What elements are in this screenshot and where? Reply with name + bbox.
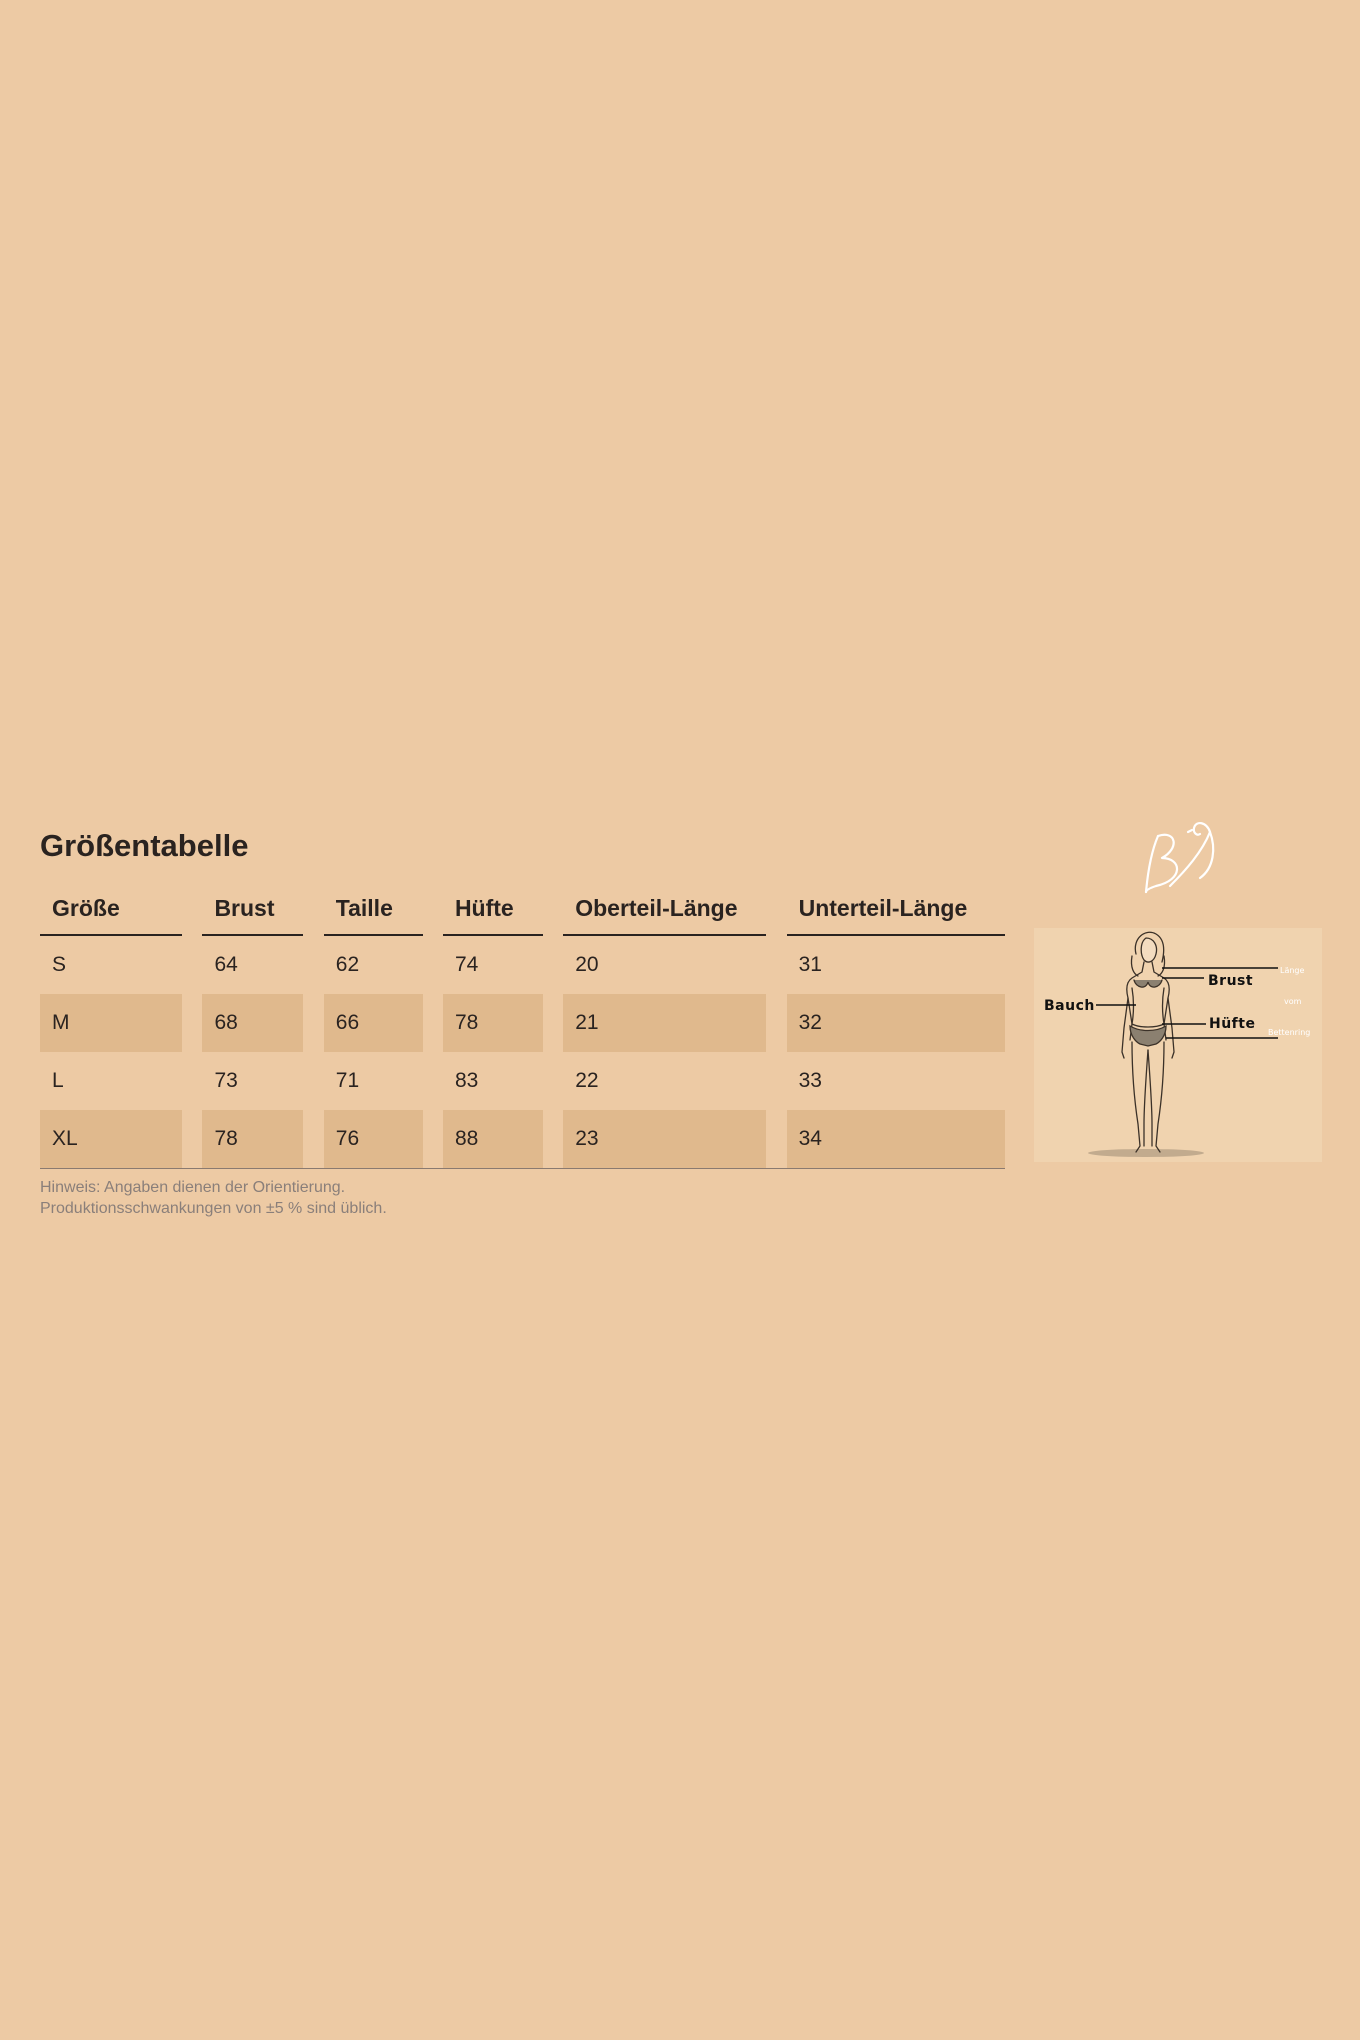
cell-brust: 64 <box>214 953 238 976</box>
swan-logo-icon <box>1130 808 1226 904</box>
table-note <box>40 1177 387 1219</box>
body-measurement-figure <box>1034 928 1322 1162</box>
note-line-2: Produktionsschwankungen von ±5 % sind üblich. <box>40 1200 387 1217</box>
cell-size: XL <box>40 1110 182 1168</box>
header-brust: Brust <box>202 883 303 936</box>
cell-unterteil-laenge: 34 <box>787 1110 1005 1168</box>
side-text-2: vom <box>1284 997 1302 1006</box>
cell-unterteil-laenge: 31 <box>798 953 822 976</box>
page-title: Größentabelle <box>40 828 249 863</box>
header-oberteil-laenge: Oberteil-Länge <box>563 883 766 936</box>
cell-brust: 78 <box>202 1110 303 1168</box>
label-bauch: Bauch <box>1044 998 1095 1014</box>
size-table <box>40 883 1005 1169</box>
cell-taille: 71 <box>335 1069 360 1092</box>
cell-size: M <box>40 994 182 1052</box>
cell-oberteil-laenge: 23 <box>563 1110 766 1168</box>
cell-brust: 73 <box>214 1069 238 1092</box>
cell-size: L <box>52 1069 64 1092</box>
table-header-row <box>40 883 1005 936</box>
label-brust: Brust <box>1208 973 1254 989</box>
side-text-3: Bettenring <box>1268 1028 1311 1037</box>
header-huefte: Hüfte <box>443 883 543 936</box>
cell-huefte: 83 <box>454 1069 479 1092</box>
cell-size: S <box>52 953 67 976</box>
cell-unterteil-laenge: 33 <box>798 1069 822 1092</box>
cell-oberteil-laenge: 22 <box>575 1069 599 1092</box>
side-text-1: Länge <box>1280 966 1305 975</box>
note-line-1: Hinweis: Angaben dienen der Orientierung. <box>40 1179 346 1196</box>
cell-huefte: 88 <box>443 1110 543 1168</box>
cell-oberteil-laenge: 20 <box>575 953 599 976</box>
cell-brust: 68 <box>202 994 303 1052</box>
cell-oberteil-laenge: 21 <box>563 994 766 1052</box>
cell-unterteil-laenge: 32 <box>787 994 1005 1052</box>
cell-huefte: 74 <box>454 953 479 976</box>
table-row <box>40 1052 1005 1110</box>
label-huefte: Hüfte <box>1209 1016 1256 1032</box>
woman-silhouette-icon <box>1034 928 1322 1162</box>
cell-huefte: 78 <box>443 994 543 1052</box>
table-row <box>40 1110 1005 1168</box>
header-unterteil-laenge: Unterteil-Länge <box>787 883 1005 936</box>
cell-taille: 66 <box>324 994 423 1052</box>
table-row <box>40 936 1005 994</box>
header-size: Größe <box>40 883 182 936</box>
cell-taille: 62 <box>335 953 360 976</box>
cell-taille: 76 <box>324 1110 423 1168</box>
header-taille: Taille <box>324 883 423 936</box>
table-row <box>40 994 1005 1052</box>
